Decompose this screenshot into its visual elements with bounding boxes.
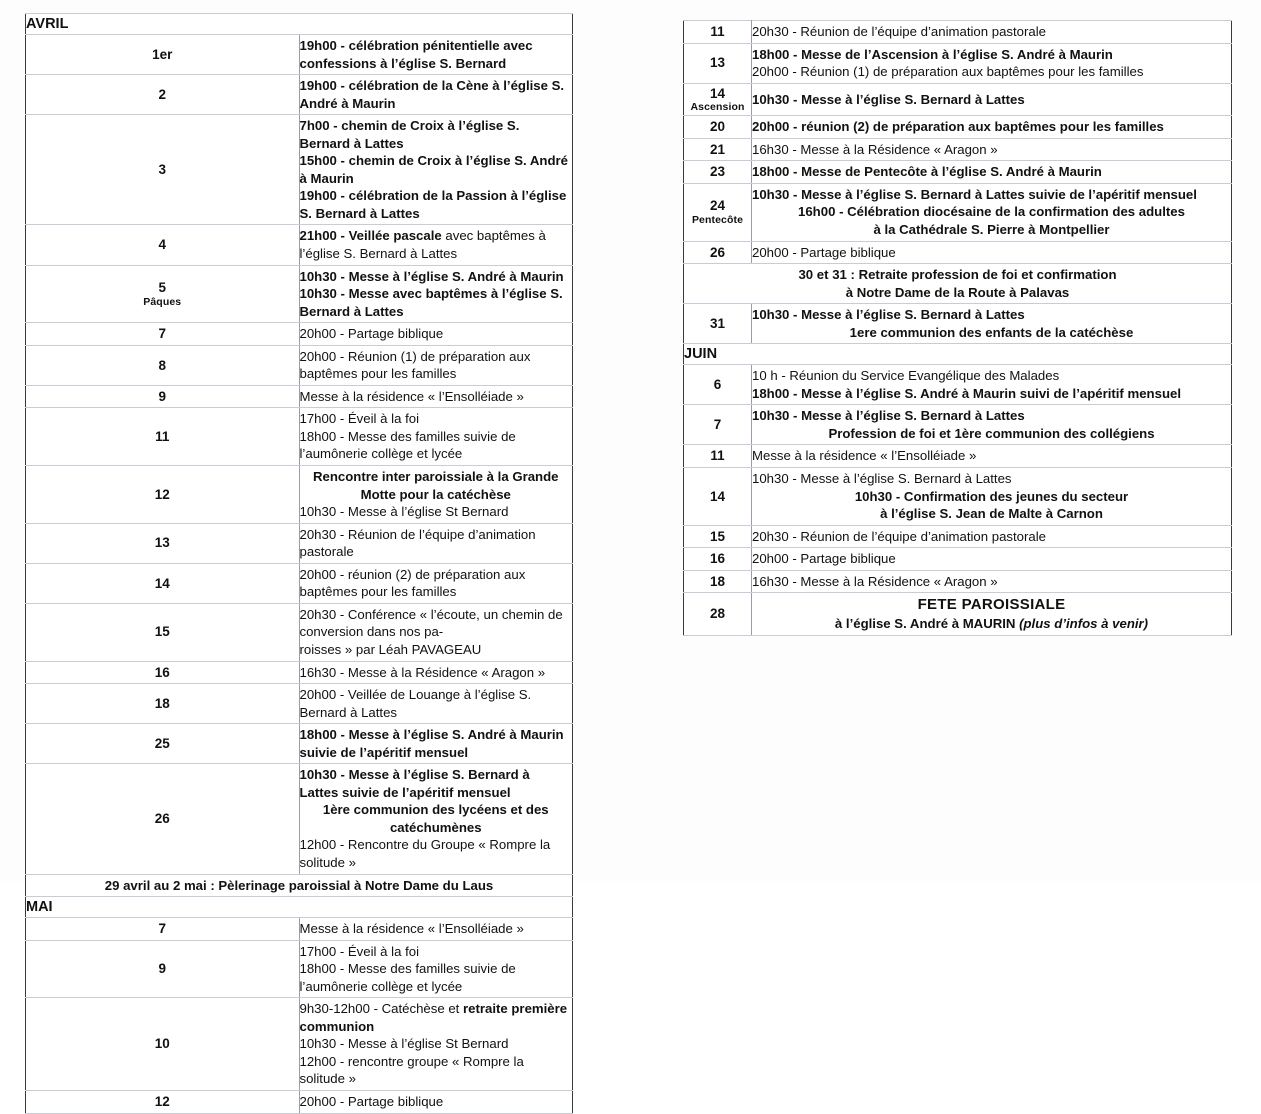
event-text: à Notre Dame de la Route à Palavas bbox=[845, 284, 1070, 300]
event-text: 18h00 - Messe de Pentecôte à l’église S. André à Maurin bbox=[752, 164, 1102, 180]
day-cell bbox=[26, 323, 300, 346]
table-row bbox=[26, 75, 573, 115]
day-cell bbox=[684, 161, 752, 184]
day-number: 8 bbox=[158, 357, 166, 373]
event-line bbox=[752, 528, 1231, 546]
event-line bbox=[752, 221, 1231, 239]
event-text: 1ere communion des enfants de la catéchèse bbox=[849, 324, 1134, 340]
event-line bbox=[300, 428, 573, 463]
event-cell bbox=[752, 138, 1232, 161]
event-text: 20h00 - Veillée de Louange à l’église S. Bernard à Lattes bbox=[299, 687, 532, 720]
event-text: 10h30 - Messe à l’église S. Bernard à Lattes bbox=[752, 408, 1025, 424]
table-row bbox=[684, 43, 1232, 83]
day-number: 28 bbox=[709, 606, 726, 622]
day-cell bbox=[684, 405, 752, 445]
table-row bbox=[26, 345, 573, 385]
event-text: 7h00 - chemin de Croix à l’église S. Bernard à Lattes bbox=[299, 118, 520, 151]
event-cell bbox=[752, 548, 1232, 571]
event-line bbox=[300, 1093, 573, 1111]
event-cell bbox=[299, 998, 573, 1091]
event-line bbox=[300, 37, 573, 72]
day-number: 2 bbox=[158, 86, 166, 102]
event-line bbox=[300, 566, 573, 601]
event-line bbox=[300, 1053, 573, 1088]
event-line bbox=[752, 367, 1231, 385]
day-cell bbox=[26, 661, 300, 684]
event-text: 17h00 - Éveil à la foi bbox=[299, 943, 419, 959]
day-cell bbox=[26, 225, 300, 265]
day-number: 18 bbox=[154, 695, 170, 711]
day-cell bbox=[684, 570, 752, 593]
day-number: 11 bbox=[155, 428, 170, 444]
event-cell bbox=[299, 684, 573, 724]
event-cell bbox=[299, 563, 573, 603]
event-cell bbox=[752, 304, 1232, 344]
event-text: 9h30-12h00 - Catéchèse et bbox=[299, 1001, 463, 1017]
event-text: 20h00 - Partage biblique bbox=[752, 551, 896, 567]
event-cell bbox=[752, 43, 1232, 83]
event-text: 18h00 - Messe de l’Ascension à l’église S. André à Maurin bbox=[752, 46, 1113, 62]
event-line bbox=[300, 117, 573, 152]
event-line bbox=[300, 641, 573, 659]
day-number: 3 bbox=[158, 162, 166, 178]
event-cell bbox=[299, 323, 573, 346]
event-text: 19h00 - célébration de la Cène à l’église S. André à Maurin bbox=[299, 78, 565, 111]
day-cell bbox=[26, 265, 300, 323]
event-line bbox=[300, 686, 573, 721]
event-line bbox=[752, 470, 1231, 488]
day-number: 20 bbox=[709, 119, 726, 135]
full-width-text bbox=[684, 264, 1232, 304]
event-cell bbox=[299, 1090, 573, 1113]
event-text: 10 h - Réunion du Service Evangélique des Malades bbox=[752, 368, 1060, 384]
event-text-bold-tail: retraite première communion bbox=[299, 1001, 568, 1034]
calendar-table-left bbox=[25, 13, 573, 1114]
event-cell bbox=[299, 940, 573, 998]
day-cell bbox=[26, 918, 300, 941]
event-line bbox=[300, 726, 573, 761]
event-text: 12h00 - rencontre groupe « Rompre la solitude » bbox=[299, 1053, 524, 1087]
event-text: 20h30 - Réunion de l’équipe d’animation pastorale bbox=[752, 528, 1046, 544]
event-text: 15h00 - chemin de Croix à l’église S. André à Maurin bbox=[299, 153, 568, 186]
event-cell bbox=[299, 408, 573, 466]
day-number: 9 bbox=[158, 961, 166, 977]
event-line bbox=[752, 407, 1231, 425]
day-cell bbox=[26, 1090, 300, 1113]
event-text: FETE PAROISSIALE bbox=[917, 596, 1066, 614]
table-row bbox=[26, 323, 573, 346]
table-row bbox=[26, 563, 573, 603]
month-header-row bbox=[684, 344, 1232, 365]
event-text-tail: avec baptêmes à l’église S. Bernard à Lattes bbox=[299, 228, 546, 262]
event-text: 10h30 - Messe à l’église S. Bernard à Lattes suivie de l’apéritif mensuel bbox=[299, 767, 530, 800]
event-cell bbox=[299, 661, 573, 684]
day-cell bbox=[26, 998, 300, 1091]
table-row bbox=[26, 385, 573, 408]
table-row bbox=[684, 593, 1232, 635]
day-cell bbox=[684, 304, 752, 344]
table-row bbox=[26, 466, 573, 524]
day-cell bbox=[684, 525, 752, 548]
table-row bbox=[26, 998, 573, 1091]
event-text: 16h30 - Messe à la Résidence « Aragon » bbox=[752, 141, 998, 157]
event-text: 16h30 - Messe à la Résidence « Aragon » bbox=[299, 664, 546, 680]
event-line bbox=[300, 187, 573, 222]
event-cell bbox=[752, 405, 1232, 445]
event-text: 20h00 - Réunion (1) de préparation aux baptêmes pour les familles bbox=[752, 64, 1144, 80]
table-row bbox=[26, 684, 573, 724]
table-row bbox=[26, 225, 573, 265]
day-cell bbox=[26, 724, 300, 764]
event-line bbox=[752, 550, 1231, 568]
day-number: 14 bbox=[709, 488, 726, 504]
month-header-row bbox=[26, 897, 573, 918]
table-row bbox=[684, 241, 1232, 264]
table-row bbox=[26, 115, 573, 225]
event-line bbox=[300, 468, 573, 503]
day-cell bbox=[684, 21, 752, 44]
day-cell bbox=[26, 408, 300, 466]
day-cell bbox=[26, 385, 300, 408]
day-number: 21 bbox=[709, 141, 726, 157]
event-cell bbox=[299, 385, 573, 408]
event-text: 18h00 - Messe à l’église S. André à Maurin suivi de l’apéritif mensuel bbox=[752, 385, 1181, 401]
event-cell bbox=[752, 445, 1232, 468]
event-text: 17h00 - Éveil à la foi bbox=[299, 411, 419, 427]
event-cell bbox=[752, 161, 1232, 184]
table-row bbox=[684, 365, 1232, 405]
event-line bbox=[752, 141, 1231, 159]
day-number: 31 bbox=[709, 315, 726, 331]
day-cell bbox=[26, 563, 300, 603]
day-cell bbox=[684, 593, 752, 635]
table-row bbox=[684, 570, 1232, 593]
event-line bbox=[752, 447, 1231, 465]
event-text: 10h30 - Messe à l’église S. Bernard à Lattes bbox=[752, 307, 1025, 323]
event-line bbox=[752, 244, 1231, 262]
day-feast-label: Pâques bbox=[143, 295, 182, 308]
event-text: 20h00 - Partage biblique bbox=[299, 326, 444, 342]
event-line bbox=[752, 505, 1231, 523]
event-text: 20h00 - réunion (2) de préparation aux baptêmes pour les familles bbox=[752, 119, 1164, 135]
event-line bbox=[300, 526, 573, 561]
day-number: 16 bbox=[154, 664, 170, 680]
table-row bbox=[684, 161, 1232, 184]
table-row bbox=[26, 523, 573, 563]
event-text: 29 avril au 2 mai : Pèlerinage paroissial à Notre Dame du Laus bbox=[104, 877, 494, 893]
table-row bbox=[684, 304, 1232, 344]
event-line bbox=[752, 488, 1231, 506]
event-cell bbox=[299, 523, 573, 563]
event-text: Messe à la résidence « l’Ensolléiade » bbox=[299, 921, 524, 937]
event-text: 10h30 - Messe à l’église S. Bernard à Lattes bbox=[752, 470, 1012, 486]
event-text: 20h30 - Conférence « l’écoute, un chemin de conversion dans nos pa- bbox=[299, 606, 563, 640]
event-cell bbox=[752, 525, 1232, 548]
event-line bbox=[300, 836, 573, 871]
day-number: 14 bbox=[709, 85, 726, 101]
day-number: 4 bbox=[158, 237, 166, 253]
event-cell bbox=[299, 764, 573, 874]
day-number: 10 bbox=[154, 1036, 170, 1052]
day-cell bbox=[26, 764, 300, 874]
day-cell bbox=[684, 43, 752, 83]
day-number: 7 bbox=[158, 326, 166, 342]
event-text: Profession de foi et 1ère communion des collégiens bbox=[828, 425, 1155, 441]
day-cell bbox=[26, 940, 300, 998]
table-row bbox=[684, 405, 1232, 445]
table-row bbox=[684, 21, 1232, 44]
event-line bbox=[752, 615, 1231, 633]
right-column bbox=[683, 20, 1232, 636]
day-number: 13 bbox=[154, 535, 170, 551]
event-line bbox=[752, 23, 1231, 41]
day-number: 14 bbox=[154, 575, 170, 591]
event-text-italic-tail: (plus d’infos à venir) bbox=[1019, 616, 1149, 632]
event-text: 10h30 - Messe avec baptêmes à l’église S. Bernard à Lattes bbox=[299, 286, 563, 319]
event-line bbox=[752, 46, 1231, 64]
event-line bbox=[300, 348, 573, 383]
event-cell bbox=[752, 183, 1232, 241]
day-number: 1er bbox=[152, 46, 173, 62]
calendar-table-right bbox=[683, 20, 1232, 636]
event-line bbox=[752, 203, 1231, 221]
event-line bbox=[300, 801, 573, 836]
table-row bbox=[26, 265, 573, 323]
event-cell bbox=[752, 570, 1232, 593]
event-text: 19h00 - célébration de la Passion à l’église S. Bernard à Lattes bbox=[299, 188, 567, 221]
event-text: 20h00 - réunion (2) de préparation aux baptêmes pour les familles bbox=[299, 566, 526, 600]
day-number: 11 bbox=[710, 24, 725, 40]
event-text: 10h30 - Confirmation des jeunes du secteur bbox=[854, 488, 1129, 504]
day-cell bbox=[684, 548, 752, 571]
event-cell bbox=[299, 265, 573, 323]
event-line bbox=[300, 268, 573, 286]
event-text: 1ère communion des lycéens et des catéchumènes bbox=[322, 802, 549, 835]
month-label: AVRIL bbox=[26, 14, 573, 35]
event-line bbox=[752, 63, 1231, 81]
event-cell bbox=[299, 603, 573, 661]
event-line bbox=[300, 766, 573, 801]
event-text: 12h00 - Rencontre du Groupe « Rompre la solitude » bbox=[299, 837, 551, 870]
table-row bbox=[684, 116, 1232, 139]
day-cell bbox=[26, 684, 300, 724]
event-cell bbox=[299, 75, 573, 115]
event-line bbox=[300, 943, 573, 961]
day-number: 26 bbox=[709, 244, 726, 260]
event-line bbox=[752, 118, 1231, 136]
day-number: 15 bbox=[709, 528, 726, 544]
event-line bbox=[684, 266, 1231, 284]
day-cell bbox=[26, 466, 300, 524]
event-line bbox=[752, 573, 1231, 591]
table-row bbox=[26, 918, 573, 941]
event-text: 19h00 - célébration pénitentielle avec confessions à l’église S. Bernard bbox=[299, 38, 533, 71]
month-label: MAI bbox=[26, 897, 573, 918]
event-cell bbox=[752, 365, 1232, 405]
event-line bbox=[300, 227, 573, 262]
event-text: à la Cathédrale S. Pierre à Montpellier bbox=[873, 221, 1110, 237]
event-text: 18h00 - Messe des familles suivie de l’aumônerie collège et lycée bbox=[299, 428, 516, 462]
event-text: 18h00 - Messe à l’église S. André à Maurin suivie de l’apéritif mensuel bbox=[299, 727, 564, 760]
event-line bbox=[752, 163, 1231, 181]
event-text: Messe à la résidence « l’Ensolléiade » bbox=[299, 388, 524, 404]
day-number: 24 bbox=[709, 198, 726, 214]
table-row bbox=[26, 661, 573, 684]
event-text: à l’église S. Jean de Malte à Carnon bbox=[880, 506, 1103, 522]
event-text: 21h00 - Veillée pascale bbox=[299, 228, 442, 244]
event-text: 10h30 - Messe à l’église S. Bernard à Lattes suivie de l’apéritif mensuel bbox=[752, 186, 1197, 202]
table-row bbox=[26, 940, 573, 998]
event-text: 20h30 - Réunion de l’équipe d’animation pastorale bbox=[752, 24, 1046, 39]
event-cell bbox=[299, 35, 573, 75]
day-cell bbox=[26, 115, 300, 225]
event-text: 20h00 - Réunion (1) de préparation aux baptêmes pour les familles bbox=[299, 348, 531, 382]
event-line bbox=[752, 306, 1231, 324]
event-cell bbox=[299, 724, 573, 764]
table-row bbox=[26, 1090, 573, 1113]
day-number: 7 bbox=[158, 921, 166, 937]
event-text: 20h30 - Réunion de l’équipe d’animation pastorale bbox=[299, 526, 536, 560]
event-text: à l’église S. André à MAURIN bbox=[834, 616, 1020, 632]
event-cell bbox=[299, 225, 573, 265]
day-number: 13 bbox=[709, 55, 726, 71]
table-row bbox=[26, 724, 573, 764]
event-line bbox=[300, 410, 573, 428]
event-line bbox=[752, 91, 1231, 109]
day-number: 23 bbox=[709, 164, 726, 180]
event-text: 10h30 - Messe à l’église S. Bernard à Lattes bbox=[752, 91, 1025, 107]
event-text: 16h30 - Messe à la Résidence « Aragon » bbox=[752, 573, 998, 589]
calendar-body-right bbox=[684, 21, 1232, 636]
event-line bbox=[300, 606, 573, 641]
event-line bbox=[684, 284, 1231, 302]
event-cell bbox=[752, 593, 1232, 635]
event-cell bbox=[299, 115, 573, 225]
day-number: 12 bbox=[154, 486, 170, 502]
event-cell bbox=[752, 241, 1232, 264]
full-width-text bbox=[26, 874, 573, 897]
day-number: 26 bbox=[154, 811, 170, 827]
event-cell bbox=[752, 467, 1232, 525]
event-text: 10h30 - Messe à l’église St Bernard bbox=[299, 504, 509, 520]
event-text: 10h30 - Messe à l’église St Bernard bbox=[299, 1036, 509, 1052]
day-cell bbox=[684, 138, 752, 161]
day-cell bbox=[684, 467, 752, 525]
table-row bbox=[684, 445, 1232, 468]
calendar-body-left bbox=[26, 14, 573, 1114]
event-line bbox=[300, 285, 573, 320]
event-cell bbox=[752, 83, 1232, 116]
event-line bbox=[752, 425, 1231, 443]
event-text: 20h00 - Partage biblique bbox=[752, 244, 896, 260]
event-line bbox=[26, 877, 572, 895]
day-number: 11 bbox=[710, 448, 725, 464]
table-row bbox=[26, 35, 573, 75]
event-line bbox=[300, 325, 573, 343]
event-line bbox=[752, 595, 1231, 615]
table-row bbox=[26, 408, 573, 466]
event-line bbox=[300, 920, 573, 938]
day-feast-label: Pentecôte bbox=[691, 213, 744, 226]
event-cell bbox=[299, 918, 573, 941]
table-row bbox=[26, 603, 573, 661]
day-number: 16 bbox=[709, 551, 726, 567]
table-row bbox=[684, 83, 1232, 116]
day-number: 12 bbox=[154, 1094, 170, 1109]
event-line bbox=[300, 152, 573, 187]
table-row bbox=[684, 138, 1232, 161]
day-cell bbox=[684, 365, 752, 405]
table-row bbox=[684, 548, 1232, 571]
full-width-row bbox=[26, 874, 573, 897]
event-line bbox=[300, 664, 573, 682]
event-text: 20h00 - Partage biblique bbox=[299, 1093, 444, 1109]
day-number: 5 bbox=[158, 280, 166, 296]
event-cell bbox=[752, 116, 1232, 139]
day-number: 18 bbox=[709, 573, 726, 589]
table-row bbox=[684, 525, 1232, 548]
table-row bbox=[26, 764, 573, 874]
event-line bbox=[300, 503, 573, 521]
full-width-row bbox=[684, 264, 1232, 304]
left-column bbox=[25, 13, 573, 1114]
event-line bbox=[300, 77, 573, 112]
day-feast-label: Ascension bbox=[690, 101, 745, 114]
day-cell bbox=[684, 241, 752, 264]
month-header-row bbox=[26, 14, 573, 35]
table-row bbox=[684, 183, 1232, 241]
event-line bbox=[752, 186, 1231, 204]
event-line bbox=[300, 1035, 573, 1053]
day-cell bbox=[26, 345, 300, 385]
event-cell bbox=[299, 345, 573, 385]
event-text: Messe à la résidence « l’Ensolléiade » bbox=[752, 448, 977, 464]
day-cell bbox=[26, 35, 300, 75]
day-cell bbox=[684, 445, 752, 468]
event-cell bbox=[752, 21, 1232, 44]
day-cell bbox=[26, 603, 300, 661]
day-cell bbox=[26, 523, 300, 563]
day-number: 25 bbox=[154, 735, 170, 751]
day-cell bbox=[684, 116, 752, 139]
event-line bbox=[300, 960, 573, 995]
table-row bbox=[684, 467, 1232, 525]
event-text: Rencontre inter paroissiale à la Grande Motte pour la catéchèse bbox=[312, 469, 559, 502]
event-text: 18h00 - Messe des familles suivie de l’aumônerie collège et lycée bbox=[299, 961, 516, 994]
day-number: 9 bbox=[158, 388, 166, 404]
event-line bbox=[752, 324, 1231, 342]
event-line bbox=[752, 385, 1231, 403]
event-text: 16h00 - Célébration diocésaine de la confirmation des adultes bbox=[798, 204, 1185, 220]
event-line bbox=[300, 388, 573, 406]
month-label: JUIN bbox=[684, 344, 1232, 365]
event-text: 10h30 - Messe à l’église S. André à Maurin bbox=[299, 268, 564, 284]
event-text: 30 et 31 : Retraite profession de foi et confirmation bbox=[798, 267, 1117, 283]
day-cell bbox=[684, 183, 752, 241]
event-text: roisses » par Léah PAVAGEAU bbox=[299, 641, 482, 657]
day-number: 7 bbox=[713, 417, 722, 433]
day-cell bbox=[684, 83, 752, 116]
event-line bbox=[300, 1000, 573, 1035]
event-cell bbox=[299, 466, 573, 524]
day-cell bbox=[26, 75, 300, 115]
day-number: 15 bbox=[154, 624, 170, 640]
day-number: 6 bbox=[713, 377, 722, 393]
